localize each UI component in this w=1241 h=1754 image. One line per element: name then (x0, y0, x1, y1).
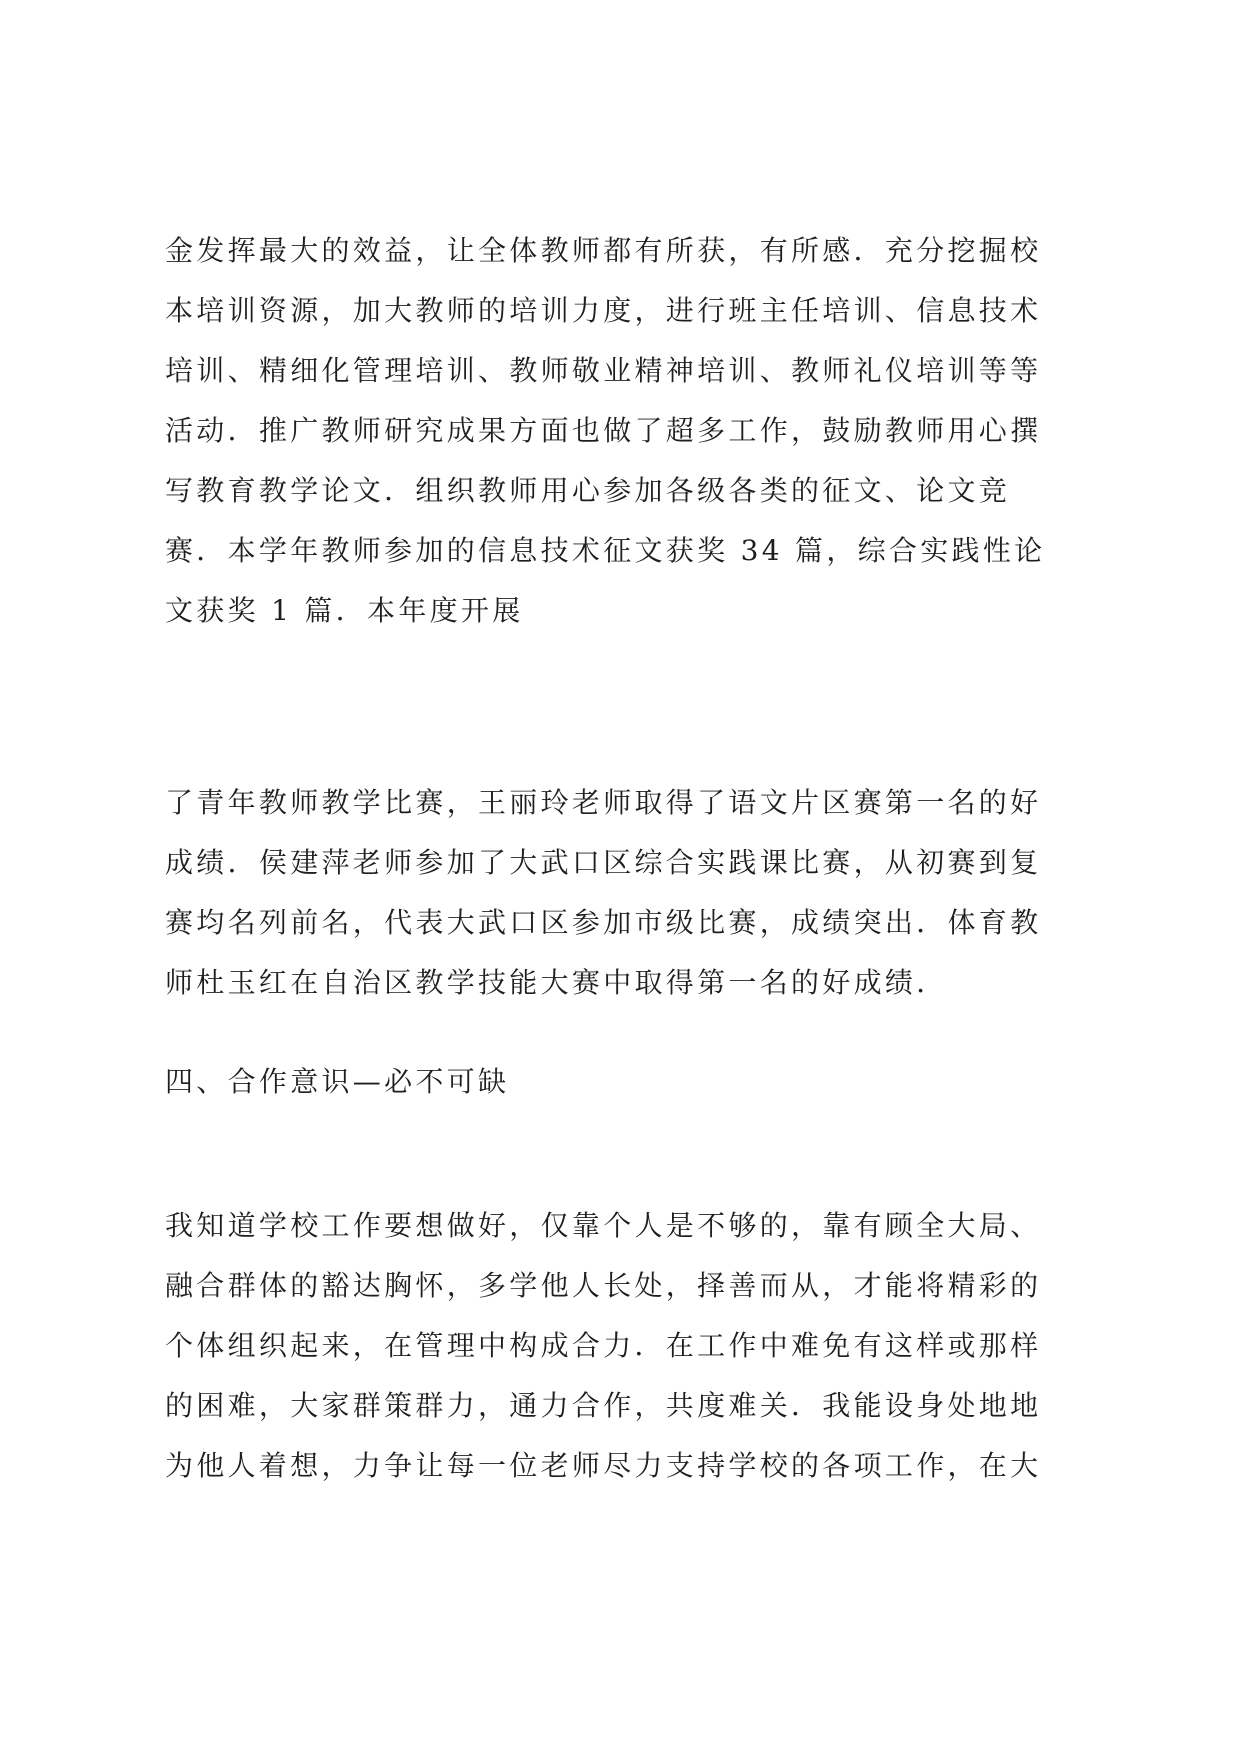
body-paragraph: 了青年教师教学比赛，王丽玲老师取得了语文片区赛第一名的好 成绩．侯建萍老师参加了大武口区综合实践课比赛，从初赛到复 赛均名列前名，代表大武口区参加市级比赛，成绩突出．体育教 师杜玉红在自治区教学技能大赛中取得第一名的好成绩． (165, 786, 1042, 999)
body-paragraph: 我知道学校工作要想做好，仅靠个人是不够的，靠有顾全大局、 融合群体的豁达胸怀，多学他人长处，择善而从，才能将精彩的 个体组织起来，在管理中构成合力．在工作中难免有这样或那样 的困难，大家群策群力，通力合作，共度难关．我能设身处地地 为他人着想，力争让每一位老师尽力支持学校的各项工作，在大 (165, 1209, 1042, 1482)
section-heading: 四、合作意识—必不可缺 (165, 1065, 510, 1098)
body-paragraph: 金发挥最大的效益，让全体教师都有所获，有所感．充分挖掘校 本培训资源，加大教师的培训力度，进行班主任培训、信息技术 培训、精细化管理培训、教师敬业精神培训、教师礼仪培训等等 活动．推广教师研究成果方面也做了超多工作，鼓励教师用心撰 写教育教学论文．组织教师用心参加各级各类的征文、论文竞 赛．本学年教师参加的信息技术征文获奖 34 篇，综合实践性论 文获奖 1 篇．本年度开展 (165, 234, 1046, 627)
